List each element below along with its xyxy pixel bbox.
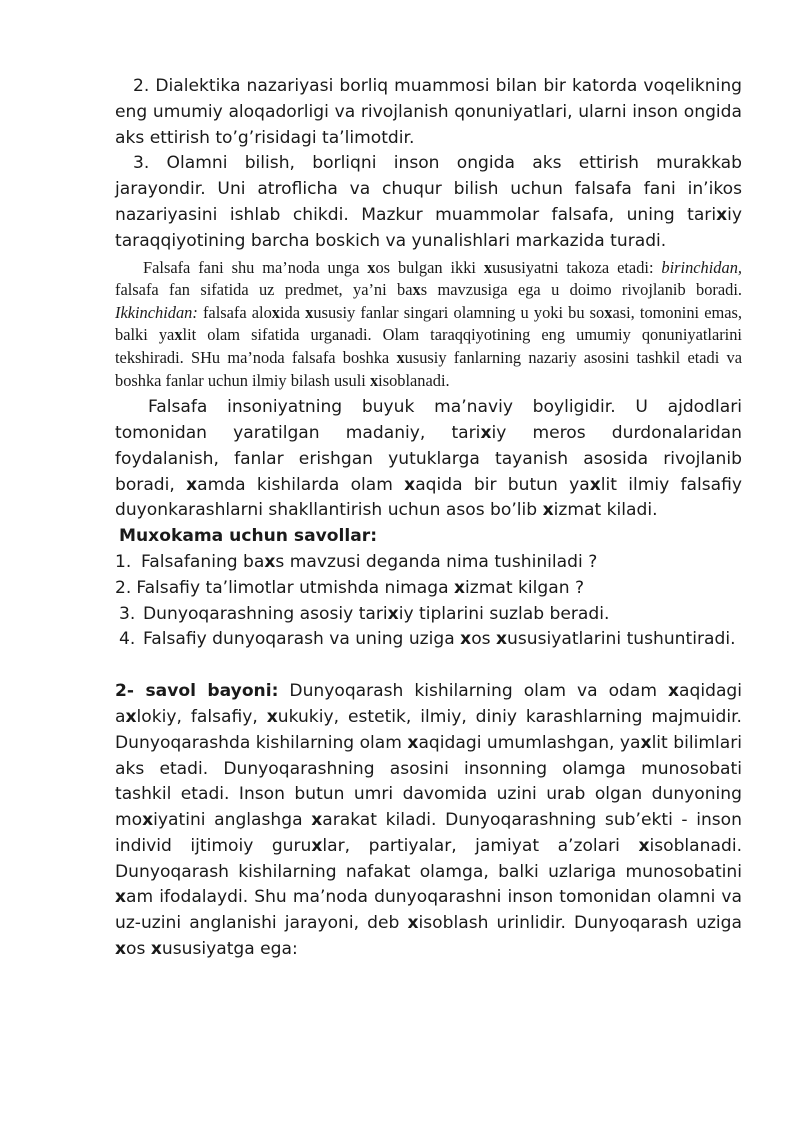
- text-run: ususiy fanlarning nazariy asosini tashkil etadi va boshka fanlar uchun ilmiy bilash usuli: [115, 347, 742, 390]
- text-run: lokiy, falsafiy,: [136, 706, 267, 727]
- bold-letter: x: [496, 629, 508, 650]
- bold-letter: x: [589, 474, 601, 495]
- list-item: [115, 627, 742, 653]
- text-run: aqida bir butun ya: [415, 474, 590, 495]
- bold-letter: x: [454, 577, 466, 598]
- text-run: aqidagi umumlashgan, ya: [418, 732, 641, 753]
- bold-letter: x: [174, 325, 183, 345]
- list-item: [115, 602, 742, 628]
- bold-letter: x: [667, 681, 680, 702]
- text-run: lit olam sifatida urganadi. Olam taraqqiyotining eng umumiy qonuniyatlarini tekshiradi. SHu ma’noda falsafa boshka: [115, 325, 742, 367]
- bold-letter: x: [369, 370, 379, 390]
- text-run: os bulgan ikki: [375, 257, 484, 277]
- list-number: 2.: [115, 577, 132, 598]
- text-run: iy meros durdonalaridan foydalanish, fanlar erishgan yutuklarga tayanish asosida rivojlanib boradi,: [115, 422, 742, 495]
- bold-letter: x: [404, 474, 416, 495]
- text-run: Falsafa fani shu ma’noda unga: [143, 257, 368, 277]
- bold-letter: x: [264, 551, 276, 572]
- bold-letter: x: [640, 732, 652, 753]
- bold-letter: x: [266, 706, 278, 727]
- bold-letter: x: [638, 835, 650, 856]
- text-run: arakat kiladi. Dunyoqarashning sub’ekti - inson individ ijtimoiy guru: [115, 810, 742, 856]
- text-run: ukukiy, estetik, ilmiy, diniy karashlarning majmuidir. Dunyoqarashda kishilarning olam: [115, 706, 742, 753]
- list-text: [136, 576, 742, 602]
- text-run: iyatini anglashga: [153, 810, 312, 831]
- text-run: Falsafiy ta’limotlar utmishda nimaga: [136, 577, 455, 598]
- text-run: lar, partiyalar, jamiyat a’zolari: [322, 835, 639, 856]
- bold-letter: x: [125, 706, 137, 727]
- paragraph-dialektika: 2. Dialektika nazariyasi borliq muammosi bilan bir katorda voqelikning eng umumiy aloqadorligi va rivojlanish qonuniyatlari, ularni inson ongida aks ettirish to’g’risidagi ta’limotdir.: [115, 76, 742, 148]
- text-run: Falsafa insoniyatning buyuk ma’naviy boyligidir. U ajdodlari tomonidan yaratilgan madaniy, tari: [115, 397, 742, 443]
- question-label: 2- savol bayoni:: [115, 681, 279, 702]
- document-page: [115, 74, 742, 963]
- text-run: iy tiplarini suzlab beradi.: [398, 603, 610, 624]
- bold-letter: x: [387, 603, 399, 624]
- italic-term: birinchidan,: [661, 257, 742, 277]
- paragraph-falsafa-boylik: [115, 395, 742, 524]
- bold-letter: x: [716, 204, 728, 225]
- bold-letter: x: [407, 732, 419, 753]
- bold-letter: x: [407, 913, 419, 934]
- text-run: am ifodalaydi. Shu ma’noda dunyoqarashni inson tomonidan olamni va uz-uzini anglanishi jarayoni, deb: [115, 887, 742, 934]
- bold-letter: x: [480, 422, 492, 443]
- text-run: ususiy fanlar singari olamning u yoki bu so: [313, 302, 605, 322]
- text-run: isoblanadi.: [378, 370, 450, 390]
- list-number: 1.: [115, 551, 132, 572]
- bold-letter: x: [412, 280, 421, 300]
- text-run: Dunyoqarashning asosiy tari: [143, 603, 388, 624]
- text-run: ida: [280, 302, 306, 322]
- bold-letter: x: [305, 302, 314, 322]
- text-run: isoblanadi. Dunyoqarash kishilarning nafakat olamga, balki uzlariga munosobatini: [115, 835, 742, 882]
- text-run: 3. Olamni bilish, borliqni inson ongida aks ettirish murakkab jarayondir. Uni atroflicha va chuqur bilish uchun falsafa fani in’ikos nazariyasini ishlab chikdi. Mazkur muammolar falsafa, uning tari: [115, 153, 742, 225]
- text-run: ususiyatga ega:: [161, 939, 298, 960]
- text-run: aqidagi a: [115, 681, 743, 727]
- text-run: os: [471, 629, 496, 650]
- list-number: 4.: [119, 629, 136, 650]
- discussion-heading: Muxokama uchun savollar:: [119, 526, 378, 547]
- text-run: falsafa alo: [197, 302, 272, 322]
- text-run: izmat kilgan ?: [465, 577, 585, 598]
- list-item: [115, 576, 742, 602]
- list-text: [141, 550, 742, 576]
- text-run: Falsafiy dunyoqarash va uning uziga: [143, 629, 461, 650]
- paragraph-falsafa-xususiyat: [115, 257, 742, 393]
- text-run: amda kishilarda olam: [197, 474, 405, 495]
- text-run: asi, tomonini emas, balki ya: [115, 302, 742, 345]
- bold-letter: x: [271, 302, 280, 322]
- text-run: lit ilmiy falsafiy duyonkarashlarni shakllantirish uchun asos bo’lib: [115, 474, 742, 521]
- bold-letter: x: [311, 810, 323, 831]
- text-run: isoblash urinlidir. Dunyoqarash uziga: [418, 913, 742, 934]
- bold-letter: x: [115, 939, 127, 960]
- bold-letter: x: [311, 835, 323, 856]
- list-text: [143, 602, 742, 628]
- bold-letter: x: [186, 474, 198, 495]
- text-run: s mavzusiga ega u doimo rivojlanib boradi.: [420, 280, 742, 300]
- list-text: [143, 627, 742, 653]
- list-item: [115, 550, 742, 576]
- text-run: izmat kiladi.: [553, 500, 658, 521]
- text-run: ususiyatni takoza etadi:: [492, 257, 662, 277]
- text-run: os: [126, 939, 151, 960]
- text-run: iy taraqqiyotining barcha boskich va yunalishlari markazida turadi.: [115, 204, 742, 251]
- bold-letter: x: [460, 629, 472, 650]
- bold-letter: x: [367, 257, 376, 277]
- italic-term: Ikkinchidan:: [115, 302, 198, 322]
- text-run: falsafa fan sifatida uz predmet, ya’ni ba: [115, 280, 413, 300]
- bold-letter: x: [115, 887, 127, 908]
- text-run: ususiyatlarini tushuntiradi.: [507, 629, 736, 650]
- text-run: Falsafaning ba: [141, 551, 265, 572]
- bold-letter: x: [542, 500, 554, 521]
- paragraph-question-2: [115, 679, 742, 963]
- bold-letter: x: [150, 939, 162, 960]
- text-run: s mavzusi deganda nima tushiniladi ?: [275, 551, 598, 572]
- paragraph-olamni-bilish: [115, 151, 742, 254]
- list-number: 3.: [119, 603, 136, 624]
- bold-letter: x: [142, 810, 154, 831]
- text-run: Dunyoqarash kishilarning olam va odam: [278, 681, 668, 702]
- bold-letter: x: [396, 347, 405, 367]
- spacer: [115, 653, 742, 679]
- bold-letter: x: [604, 302, 613, 322]
- bold-letter: x: [483, 257, 493, 277]
- text-run: lit bilimlari aks etadi. Dunyoqarashning asosini insonning olamga munosobati tashkil etadi. Inson butun umri davomida uzini urab olgan dunyoning mo: [115, 732, 742, 831]
